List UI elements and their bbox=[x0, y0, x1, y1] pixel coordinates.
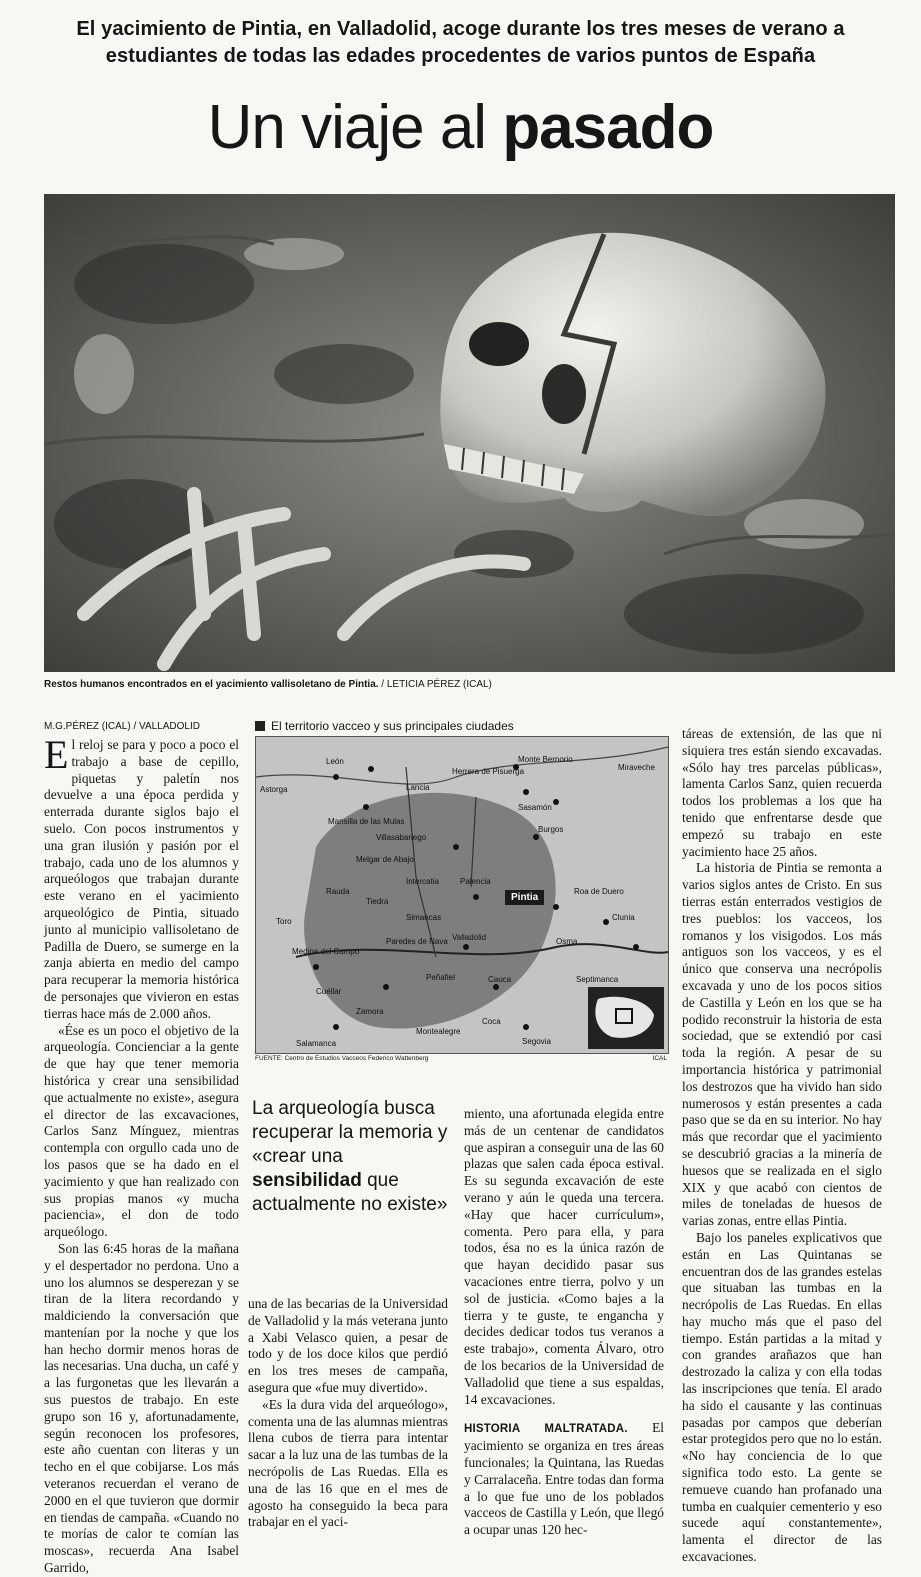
map-city-label: León bbox=[326, 757, 344, 766]
map-city-label: Coca bbox=[482, 1017, 501, 1026]
map-city-label: Cauca bbox=[488, 975, 512, 984]
paragraph: «Es la dura vida del arqueólogo», comenta una de las alumnas mientras llena cubos de tierra para intentar sacar a la luz una de las tumbas de la necrópolis de Las Ruedas. Ella es una de las 16 que en el mes de agosto ha conseguido la beca para trabajar en el yaci- bbox=[248, 1396, 448, 1530]
paragraph: «Ése es un poco el objetivo de la arqueología. Concienciar a la gente de que hay que tener memoria histórica y crear una sensibilidad que actualmente no existe», asegura el director de las excavaciones, Carlos Sanz Mínguez, mientras contempla con orgullo cada uno de los pasos que se ha dado en el yacimiento y que han realizado con sus propias manos «y mucha paciencia», el don de todo arqueólogo. bbox=[44, 1022, 239, 1240]
subheadline-line-1: El yacimiento de Pintia, en Valladolid, acoge durante los tres meses de verano a bbox=[76, 18, 845, 40]
section-heading: HISTORIA MALTRATADA. bbox=[464, 1423, 628, 1436]
map-city-label: Salamanca bbox=[296, 1039, 337, 1048]
map-city-label: Intercatia bbox=[406, 877, 439, 886]
map-city-label: Rauda bbox=[326, 887, 350, 896]
byline: M.G.PÉREZ (ICAL) / VALLADOLID bbox=[44, 721, 200, 732]
map-infographic bbox=[255, 718, 675, 1074]
map-city-label: Simancas bbox=[406, 913, 442, 922]
map-pintia-highlight: Pintia bbox=[505, 890, 544, 905]
territory-map bbox=[255, 736, 669, 1054]
map-city-label: Villasabariego bbox=[376, 833, 427, 842]
map-title-text: El territorio vacceo y sus principales ciudades bbox=[271, 719, 514, 733]
map-city-label: Mansilla de las Mulas bbox=[328, 817, 405, 826]
map-city-label: Septimanca bbox=[576, 975, 619, 984]
paragraph bbox=[464, 1420, 664, 1539]
headline bbox=[0, 92, 921, 164]
map-city-label: Medina del Campo bbox=[292, 947, 360, 956]
map-city-label: Toro bbox=[276, 917, 292, 926]
map-city-label: Segovia bbox=[522, 1037, 551, 1046]
map-city-label: Monte Bernorio bbox=[518, 755, 573, 764]
subheadline bbox=[30, 16, 891, 70]
photo-caption bbox=[44, 679, 904, 691]
map-city-label: Tiedra bbox=[366, 897, 389, 906]
article-column-1 bbox=[44, 720, 239, 1577]
map-city-label: Astorga bbox=[260, 785, 288, 794]
map-city-label: Montealegre bbox=[416, 1027, 461, 1036]
map-city-label: Palencia bbox=[460, 877, 491, 886]
caption-text: Restos humanos encontrados en el yacimiento vallisoletano de Pintia. bbox=[44, 679, 379, 690]
article-column-2 bbox=[248, 1296, 448, 1531]
map-city-label: Zamora bbox=[356, 1007, 384, 1016]
map-source bbox=[255, 1054, 667, 1064]
article-column-4 bbox=[682, 726, 882, 1566]
paragraph: La historia de Pintia se remonta a varios siglos antes de Cristo. En sus tierras están enterrados vestigios de tres pueblos: los vacceos, los romanos y los visigodos. Los más antiguos son los vacceos, y es el único que conserva una necrópolis excavada y uno de los pocos sitios de Castilla y León en los que se ha podido reconstruir la historia de esta sociedad, que se extendió por casi toda la región. A pesar de su importancia histórica y patrimonial los destrozos que ha vivido han sido numerosos y están presentes a cada paso que se da en su interior. No hay más que recordar que el yacimiento se descubrió gracias a la minería de huesos que se realizada en el siglo XIX y que acabó con cientos de miles de toneladas de huesos de varias zonas, entre ellas Pintia. bbox=[682, 860, 882, 1229]
map-city-label: Miraveche bbox=[618, 763, 655, 772]
skull-remains-image bbox=[44, 194, 895, 672]
paragraph: táreas de extensión, de las que ni siquiera tres están siendo excavadas. «Sólo hay tres parcelas públicas», lamenta Carlos Sanz, quien recuerda todos los problemas a los que ha tenido que enfrentarse desde que empezó su trabajo en este yacimiento hace 25 años. bbox=[682, 726, 882, 859]
map-city-label: Burgos bbox=[538, 825, 564, 834]
map-city-label: Cuéllar bbox=[316, 987, 342, 996]
photo-credit: / LETICIA PÉREZ (ICAL) bbox=[378, 679, 492, 690]
map-title bbox=[255, 718, 675, 734]
pull-quote-emphasis: sensibilidad bbox=[252, 1170, 362, 1191]
paragraph: una de las becarias de la Universidad de Valladolid y la más veterana junto a Xabi Velasco quien, a pesar de todo y de los doce kilos que perdió en los tres meses de campaña, asegura que «fue muy divertido». bbox=[248, 1296, 448, 1395]
map-city-label: Roa de Duero bbox=[574, 887, 624, 896]
map-city-label: Peñafiel bbox=[426, 973, 455, 982]
drop-cap: E bbox=[44, 732, 69, 777]
map-city-label: Valladolid bbox=[452, 933, 487, 942]
headline-part-1: Un viaje al bbox=[207, 93, 503, 162]
subheadline-line-2: estudiantes de todas las edades procedentes de varios puntos de España bbox=[105, 45, 816, 67]
map-city-label: Clunia bbox=[612, 913, 635, 922]
map-source-text: FUENTE: Centro de Estudios Vacceos Federico Wattenberg bbox=[255, 1055, 429, 1062]
paragraph bbox=[44, 732, 239, 1023]
map-city-label: Osma bbox=[556, 937, 578, 946]
map-city-label: Paredes de Nava bbox=[386, 937, 448, 946]
paragraph: Son las 6:45 horas de la mañana y el despertador no perdona. Uno a uno los alumnos se desperezan y se tiran de la litera recordando y maldiciendo la conversación que mantenían por la noche y que los han hecho dormir menos horas de las necesarias. Una ducha, un café y a las furgonetas que les llevarán a sus puestos de trabajo. En este grupo son 16 y, afortunadamente, según reconocen los profesores, este año cuentan con literas y un techo en el que cobijarse. Los más veteranos recuerdan el verano de 2000 en el que tuvieron que dormir en tiendas de campaña. «Cuando no te morías de calor te comían las moscas», recuerda Ana Isabel Garrido, bbox=[44, 1240, 239, 1576]
excavation-photo bbox=[44, 194, 895, 672]
square-bullet-icon bbox=[255, 721, 265, 731]
headline-part-2: pasado bbox=[502, 93, 714, 162]
pull-quote-pre: La arqueología busca recuperar la memoria y «crear una bbox=[252, 1098, 448, 1167]
map-city-label: Sasamón bbox=[518, 803, 552, 812]
map-agency: ICAL bbox=[652, 1055, 667, 1062]
paragraph-text: l reloj se para y poco a poco el trabajo a base de cepillo, piquetas y paletín nos devuelve a una época perdida y enterrada durante siglos bajo el suelo. Con pocos instrumentos y una gran ilusión y pasión por el trabajo, cada uno de los alumnos y arqueólogos que trabajan durante este verano en el yacimiento arqueológico de Pintia, situado junto al municipio vallisoletano de Padilla de Duero, se sumerge en la zanja abierta en medio del campo para recuperar la memoria histórica de personajes que vivieron en estas tierras hace más de 2.000 años. bbox=[44, 737, 239, 1021]
map-city-label: Melgar de Abajo bbox=[356, 855, 414, 864]
paragraph: miento, una afortunada elegida entre más de un centenar de candidatos que aspiran a conseguir una de las 60 plazas que salen cada época estival. Es su segunda excavación de este verano y aún le queda una tercera. «Hay que hacer currículum», comenta. Pero para ella, y para todos, ésa no es la única razón de que hayan decidido pasar sus vacaciones entre tierra, polvo y un sol de justicia. «Como bajes a la tierra y te guste, te engancha y decides dedicar todos tus veranos a este trabajo», comenta Álvaro, otro de los becarios de la Universidad de Valladolid que tiene a sus espaldas, 14 excavaciones. bbox=[464, 1106, 664, 1407]
section-text: El yacimiento se organiza en tres áreas funcionales; la Quintana, las Ruedas y Carralaceña. Entre todas dan forma a lo que fue uno de los poblados vacceos de Castilla y León, que llegó a ocupar unas 120 hec- bbox=[464, 1420, 664, 1538]
pull-quote-post: que actualmente no existe» bbox=[252, 1170, 448, 1215]
paragraph: Bajo los paneles explicativos que están en Las Quintanas se encuentran dos de las grandes estelas que situaban las tumbas en la necrópolis de Las Ruedas. En ellas hay mucho más que el paso del tiempo. Están partidas a la mitad y con grandes arañazos que han destrozado la caliza y con ella todas las inscripciones que tenía. El arado ha sido el causante y las continuas pasadas por campos que deberían estar protegidos pero que no lo están. «No hay conciencia de lo que significa todo esto. La gente se remueve cuando han profanado una tumba en cualquier cementerio y eso sucede aquí constantemente», lamenta el director de las excavaciones. bbox=[682, 1229, 882, 1565]
map-city-label: Herrera de Pisuerga bbox=[452, 767, 525, 776]
map-city-label: Lancia bbox=[406, 783, 430, 792]
article-column-3 bbox=[464, 1106, 664, 1539]
pull-quote bbox=[252, 1097, 452, 1217]
